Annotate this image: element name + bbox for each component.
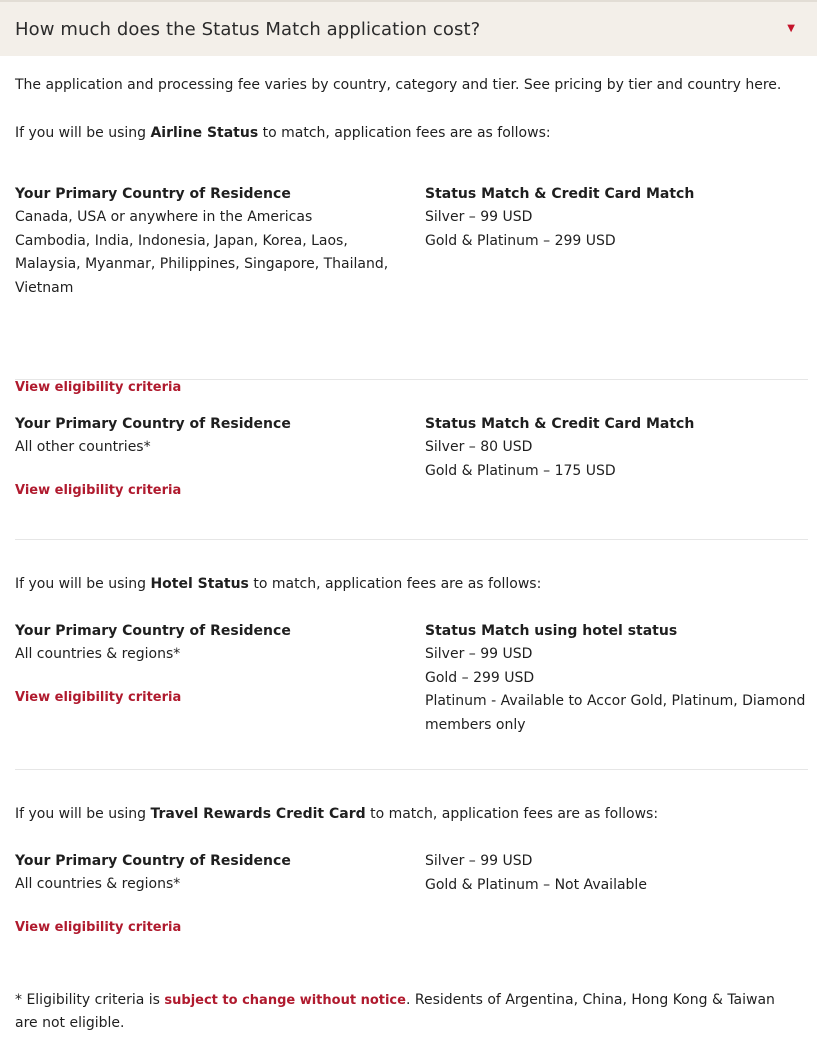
view-eligibility-link[interactable]: View eligibility criteria (15, 380, 182, 395)
view-eligibility-link[interactable]: View eligibility criteria (15, 920, 182, 935)
price-line: Silver – 99 USD (425, 209, 533, 225)
pricing-column (425, 850, 815, 897)
price-line: Silver – 99 USD (425, 853, 533, 869)
pricing-column (425, 413, 815, 483)
residence-heading: Your Primary Country of Residence (15, 186, 291, 202)
accordion-header[interactable] (0, 0, 817, 56)
hotel-status-label: Hotel Status (150, 576, 249, 592)
pricing-heading: Status Match & Credit Card Match (425, 416, 695, 432)
residence-line: All other countries* (15, 439, 151, 455)
residence-column (15, 850, 395, 897)
residence-line: All countries & regions* (15, 646, 181, 662)
price-line: members only (425, 716, 526, 733)
view-eligibility-link[interactable]: View eligibility criteria (15, 483, 182, 498)
pricing-column (425, 183, 815, 253)
residence-column (15, 413, 395, 460)
pricing-heading: Status Match & Credit Card Match (425, 186, 695, 202)
hotel-intro: If you will be using Hotel Status to match, application fees are as follows: (15, 576, 542, 592)
price-line: Silver – 80 USD (425, 439, 533, 455)
residence-line: All countries & regions* (15, 876, 181, 892)
accordion-title: How much does the Status Match application cost? (15, 18, 481, 40)
change-notice-link[interactable]: subject to change without notice (164, 993, 406, 1008)
price-line: Platinum - Available to Accor Gold, Platinum, Diamond (425, 693, 806, 709)
price-line: Gold – 299 USD (425, 669, 535, 686)
residence-heading: Your Primary Country of Residence (15, 416, 291, 432)
residence-line: Malaysia, Myanmar, Philippines, Singapore, Thailand, (15, 256, 389, 272)
credit-card-intro: If you will be using Travel Rewards Credit Card to match, application fees are as follows: (15, 806, 659, 822)
residence-heading: Your Primary Country of Residence (15, 853, 291, 869)
caret-down-icon[interactable]: ▼ (787, 23, 795, 34)
credit-card-label: Travel Rewards Credit Card (150, 806, 366, 822)
airline-intro: If you will be using Airline Status to match, application fees are as follows: (15, 125, 551, 141)
price-line: Gold & Platinum – Not Available (425, 876, 647, 893)
accordion-content (0, 56, 817, 1059)
residence-column (15, 183, 395, 300)
divider (15, 379, 808, 380)
price-line: Silver – 99 USD (425, 646, 533, 662)
price-line: Gold & Platinum – 299 USD (425, 232, 616, 249)
divider (15, 769, 808, 770)
airline-status-label: Airline Status (150, 125, 259, 141)
view-eligibility-link[interactable]: View eligibility criteria (15, 690, 182, 705)
intro-text: The application and processing fee varies by country, category and tier. See pricing by tier and country here. (15, 77, 782, 93)
residence-column (15, 620, 395, 667)
divider (15, 539, 808, 540)
residence-line: Cambodia, India, Indonesia, Japan, Korea, Laos, (15, 232, 348, 249)
residence-line: Canada, USA or anywhere in the Americas (15, 209, 313, 225)
footnote: * Eligibility criteria is subject to change without notice. Residents of Argentina, China, Hong Kong & Taiwan are not eligible. (15, 992, 775, 1031)
residence-line: Vietnam (15, 279, 74, 296)
residence-heading: Your Primary Country of Residence (15, 623, 291, 639)
pricing-column (425, 620, 815, 737)
price-line: Gold & Platinum – 175 USD (425, 462, 616, 479)
pricing-heading: Status Match using hotel status (425, 623, 678, 639)
